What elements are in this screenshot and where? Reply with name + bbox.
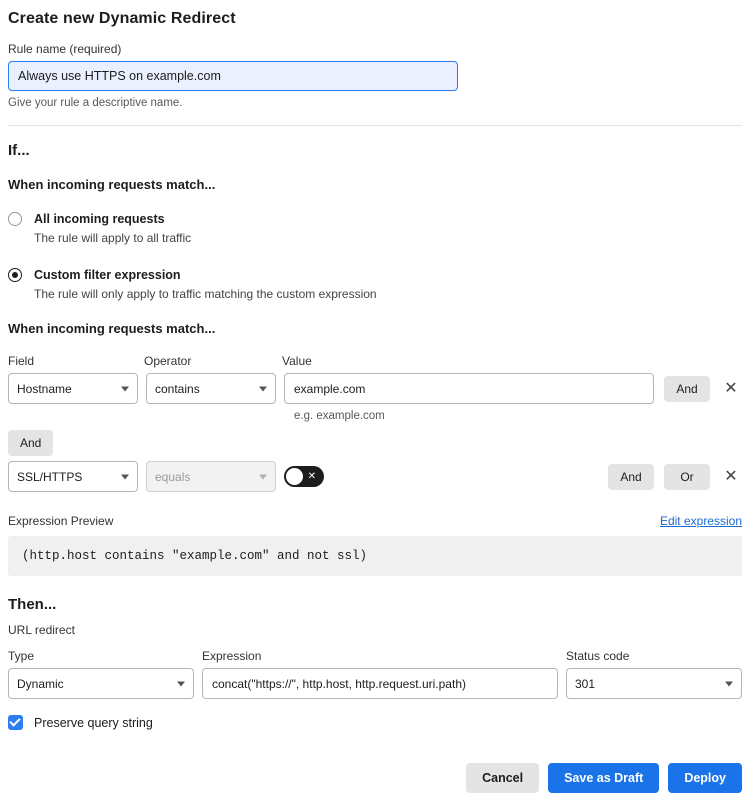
then-section-title: Then... [8,596,57,614]
remove-condition-1-icon[interactable]: ✕ [724,379,738,397]
toggle-x-icon: ✕ [307,470,316,482]
footer-actions [466,763,742,793]
expression-preview-box: (http.host contains "example.com" and not ssl) [8,536,742,576]
rule-name-helper: Give your rule a descriptive name. [8,97,183,109]
builder-heading: When incoming requests match... [8,321,216,337]
value-hint-1: e.g. example.com [294,410,385,423]
deploy-button[interactable]: Deploy [668,763,742,793]
radio-label-custom-filter: Custom filter expression [34,267,181,282]
operator-select-1[interactable] [146,373,276,404]
preserve-query-row[interactable] [8,715,742,730]
operator-select-2-value: equals [155,469,191,484]
chevron-down-icon [177,681,185,686]
preserve-query-checkbox[interactable] [8,715,23,730]
expression-label: Expression [202,649,262,664]
or-button-2[interactable]: Or [664,464,710,490]
radio-label-all-requests: All incoming requests [34,212,165,226]
value-input-1[interactable] [284,373,654,404]
toggle-knob [286,468,303,485]
join-and-button[interactable]: And [8,430,53,456]
expression-preview-label: Expression Preview [8,514,114,529]
divider [8,125,742,126]
status-code-label: Status code [566,649,630,664]
field-select-2[interactable] [8,461,138,492]
chevron-down-icon [121,386,129,391]
chevron-down-icon [259,474,267,479]
status-code-value: 301 [575,676,596,691]
radio-indicator-all-requests[interactable] [8,212,22,226]
field-select-2-value: SSL/HTTPS [17,469,83,484]
type-select[interactable] [8,668,194,699]
field-select-1[interactable] [8,373,138,404]
edit-expression-link[interactable]: Edit expression [659,514,742,529]
expression-preview-header [8,514,742,528]
radio-indicator-custom-filter[interactable] [8,268,22,282]
preserve-query-label: Preserve query string [34,715,153,730]
chevron-down-icon [259,386,267,391]
cancel-button[interactable]: Cancel [466,763,539,793]
chevron-down-icon [121,474,129,479]
operator-select-2[interactable] [146,461,276,492]
ssl-toggle[interactable] [284,466,324,487]
then-section-subtitle: URL redirect [8,623,75,638]
radio-option-custom-filter[interactable] [8,266,742,304]
type-select-value: Dynamic [17,676,64,691]
rule-name-input[interactable] [8,61,458,91]
radio-option-all-requests[interactable] [8,210,742,248]
column-header-operator: Operator [144,354,192,369]
field-select-1-value: Hostname [17,381,72,396]
match-heading: When incoming requests match... [8,177,216,192]
save-draft-button[interactable]: Save as Draft [548,763,659,793]
column-header-value: Value [282,354,312,369]
column-header-field: Field [8,354,35,369]
and-button-2[interactable]: And [608,464,654,490]
if-section-title: If... [8,142,30,159]
condition-row [8,461,742,492]
chevron-down-icon [725,681,733,686]
operator-select-1-value: contains [155,381,200,396]
radio-desc-all-requests: The rule will apply to all traffic [34,231,192,246]
and-button-1[interactable]: And [664,376,710,402]
rule-name-label: Rule name (required) [8,42,122,56]
expression-input[interactable] [202,668,558,699]
builder-column-headers [8,354,742,368]
remove-condition-2-icon[interactable]: ✕ [724,467,738,485]
page-title: Create new Dynamic Redirect [8,10,236,27]
type-label: Type [8,649,35,664]
then-fields-row [8,649,742,699]
radio-desc-custom-filter: The rule will only apply to traffic matching the custom expression [34,286,377,301]
status-code-select[interactable] [566,668,742,699]
condition-row [8,373,742,404]
